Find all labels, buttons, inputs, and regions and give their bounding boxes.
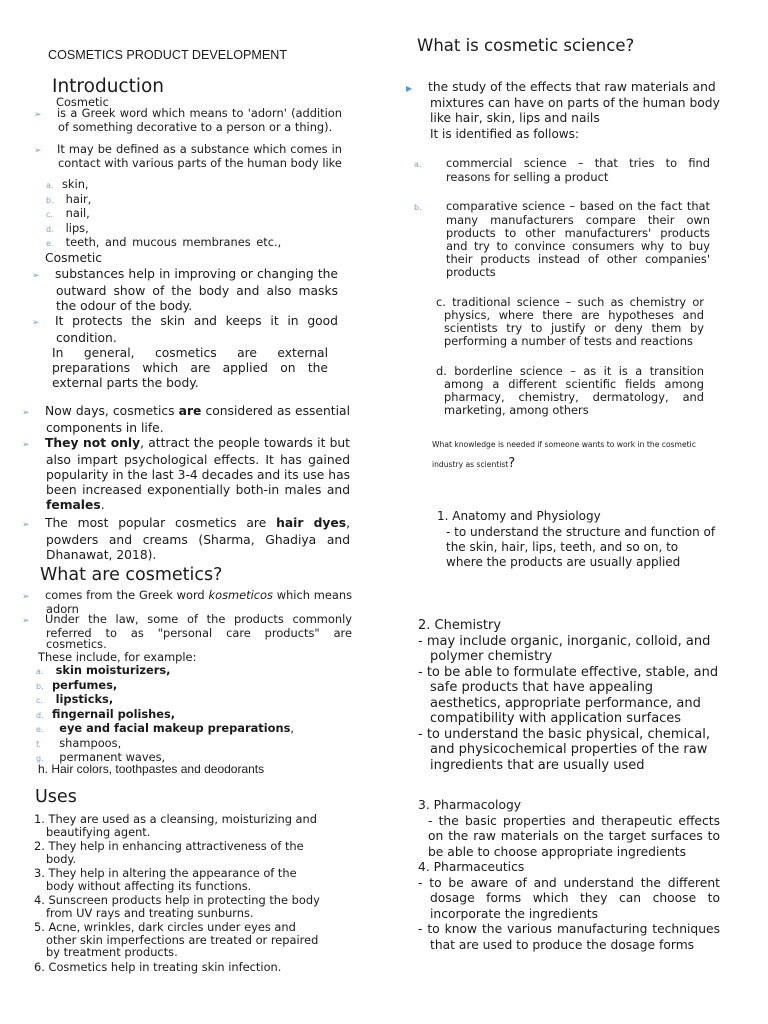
- intro-bullet-2: [34, 142, 342, 170]
- arrow-bullet-icon: ➢: [34, 110, 42, 120]
- arrow-bullet-icon: ➢: [22, 520, 30, 530]
- list-item: 2. They help in enhancing attractiveness of the body.: [34, 839, 304, 866]
- list-item: d. fingernail polishes,: [36, 706, 176, 721]
- pharmaceutics-title: 4. Pharmaceutics: [418, 860, 525, 874]
- what-are-cosmetics-heading: What are cosmetics?: [40, 565, 223, 585]
- pharmaceutics-line-1: - to be aware of and understand the different dosage forms which they can choose to incorporate the ingredients: [418, 875, 720, 921]
- science-d: d. borderline science – as it is a transition among a different scientific fields among pharmacy, chemistry, dermatology, and marketing, among others: [436, 364, 704, 417]
- arrow-bullet-icon: ➢: [22, 592, 30, 602]
- list-item: 1. They are used as a cleansing, moisturizing and beautifying agent.: [34, 812, 317, 839]
- chemistry-section: [418, 618, 720, 773]
- list-item: 3. They help in altering the appearance of the body without affecting its functions.: [34, 866, 297, 893]
- document-title: COSMETICS PRODUCT DEVELOPMENT: [48, 48, 288, 62]
- list-item: b. perfumes,: [36, 677, 118, 692]
- hair-colors-line: h. Hair colors, toothpastes and deodorants: [38, 762, 265, 776]
- arrow-bullet-icon: ➢: [32, 318, 40, 328]
- cosmetic-label-2: Cosmetic: [45, 251, 103, 265]
- list-item: c. lipsticks,: [36, 692, 114, 706]
- identified-text: It is identified as follows:: [430, 127, 579, 141]
- list-item: d. lips,: [46, 220, 89, 235]
- list-item: f. shampoos,: [36, 735, 122, 750]
- intro-bullet-1: [34, 106, 342, 134]
- list-item: b. hair,: [46, 191, 92, 206]
- uses-list: [34, 813, 324, 973]
- triangle-bullet-icon: ▶: [406, 84, 413, 93]
- what-bullet-1: ➢ comes from the Greek word kosmeticos which means adorn: [22, 588, 353, 616]
- body-parts-list: [46, 178, 326, 251]
- these-include-label: These include, for example:: [38, 650, 197, 664]
- products-list: [36, 664, 336, 766]
- chemistry-line-3: - to understand the basic physical, chemical, and physicochemical properties of the raw ingredients that are usually used: [418, 726, 710, 773]
- list-item: a. skin moisturizers,: [36, 663, 171, 677]
- list-item: 5. Acne, wrinkles, dark circles under eyes and other skin imperfections are treated or repaired by treatment products.: [34, 920, 319, 959]
- nowdays-bullet-1: ➢ Now days, cosmetics are considered as essential components in life.: [22, 404, 350, 435]
- list-item: c. nail,: [46, 206, 90, 220]
- list-item: a. skin,: [46, 177, 89, 191]
- pharmacology-title: 3. Pharmacology: [418, 798, 522, 812]
- list-item: g. permanent waves,: [36, 750, 166, 764]
- list-item: e. teeth, and mucous membranes etc.,: [46, 235, 282, 249]
- arrow-bullet-icon: ➢: [22, 440, 30, 450]
- arrow-bullet-icon: ➢: [22, 616, 30, 626]
- science-c: c. traditional science – such as chemistry or physics, where there are hypotheses and scientists try to justify or deny them by performing a number of tests and reactions: [436, 295, 704, 348]
- intro-bullet-1-text: is a Greek word which means to 'adorn' (addition of something decorative to a person or a thing).: [57, 106, 342, 134]
- uses-heading: Uses: [35, 787, 77, 807]
- science-b: b. comparative science – based on the fact that many manufacturers compare their own products to other manufacturers' products and try to convince consumers why to buy their products instead of other companies' products: [414, 199, 710, 279]
- arrow-bullet-icon: ➢: [32, 271, 40, 281]
- study-bullet: ▶ the study of the effects that raw materials and mixtures can have on parts of the human body like hair, skin, lips and nails: [406, 80, 720, 125]
- cosmetic-bullet-2: ➢ It protects the skin and keeps it in good condition.: [32, 314, 338, 345]
- chemistry-title: 2. Chemistry: [418, 618, 502, 633]
- chemistry-line-2: - to be able to formulate effective, stable, and safe products that have appealing aesthetics, appropriate performance, and compatibility with application surfaces: [418, 664, 719, 726]
- list-item: 6. Cosmetics help in treating skin infection.: [34, 959, 282, 974]
- general-paragraph: In general, cosmetics are external preparations which are applied on the external parts the body.: [52, 346, 328, 390]
- nowdays-bullet-3: ➢ The most popular cosmetics are hair dyes, powders and creams (Sharma, Ghadiya and Dhanawat, 2018).: [22, 516, 350, 562]
- cosmetic-bullet-1: ➢ substances help in improving or changing the outward show of the body and also masks the odour of the body.: [32, 267, 338, 313]
- pharmaceutics-line-2: - to know the various manufacturing techniques that are used to produce the dosage forms: [418, 922, 720, 952]
- anatomy-title: 1. Anatomy and Physiology: [437, 509, 601, 523]
- intro-bullet-2-text: It may be defined as a substance which comes in contact with various parts of the human body like: [57, 142, 342, 170]
- cosmetic-science-heading: What is cosmetic science?: [417, 36, 635, 55]
- chemistry-line-1: - may include organic, inorganic, colloid, and polymer chemistry: [418, 633, 711, 664]
- list-item: 4. Sunscreen products help in protecting the body from UV rays and treating sunburns.: [34, 893, 320, 920]
- science-a: a. commercial science – that tries to find reasons for selling a product: [414, 156, 710, 184]
- nowdays-bullet-2: ➢ They not only, attract the people towards it but also impart psychological effects. It has gained popularity in the last 3-4 decades and its use has been increased exponentially both-in males and females.: [22, 436, 351, 512]
- knowledge-question: What knowledge is needed if someone wants to work in the cosmetic industry as scientist?: [432, 440, 696, 471]
- pharmacology-section: [418, 798, 720, 953]
- arrow-bullet-icon: ➢: [34, 146, 42, 156]
- list-item: e. eye and facial makeup preparations,: [36, 721, 294, 735]
- what-bullet-2: ➢ Under the law, some of the products commonly referred to as "personal care products" are cosmetics.: [22, 612, 352, 651]
- pharmacology-text: - the basic properties and therapeutic effects on the raw materials on the target surfaces to be able to choose appropriate ingredients: [428, 813, 720, 859]
- introduction-heading: Introduction: [52, 76, 165, 97]
- cosmetic-label: Cosmetic: [56, 95, 109, 109]
- arrow-bullet-icon: ➢: [22, 408, 30, 418]
- anatomy-text: - to understand the structure and function of the skin, hair, lips, teeth, and so on, to where the products are usually applied: [446, 525, 716, 569]
